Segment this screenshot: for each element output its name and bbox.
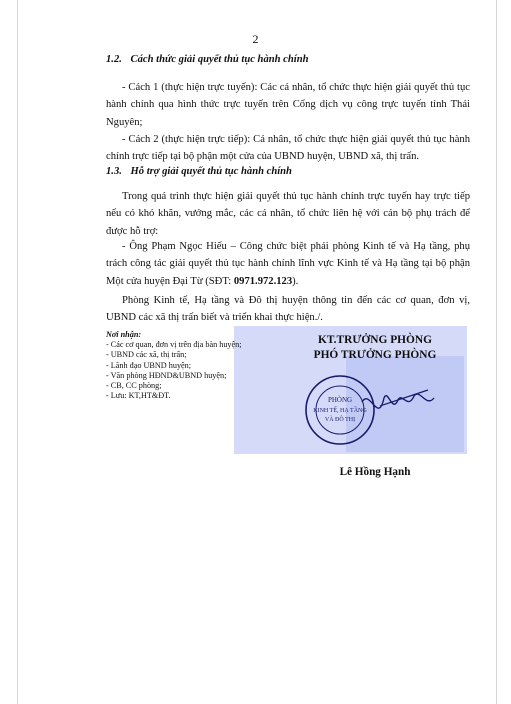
section-number: 1.2. — [106, 54, 122, 65]
paragraph: - Cách 2 (thực hiện trực tiếp): Cá nhân, tổ chức thực hiện giải quyết thủ tục hành chính trực tiếp tại bộ phận một cửa của UBND huyện, UBND xã, thị trấn. — [106, 134, 470, 163]
recipient-item: - Lưu: KT,HT&ĐT. — [106, 391, 171, 401]
recipient-item: - UBND các xã, thị trấn; — [106, 350, 187, 360]
recipient-item: - CB, CC phòng; — [106, 381, 162, 391]
paragraph: Phòng Kinh tế, Hạ tầng và Đô thị huyện thông tin đến các cơ quan, đơn vị, UBND các xã thị trấn biết và triển khai thực hiện./. — [106, 295, 470, 324]
official-seal-stamp — [300, 370, 450, 450]
section-title: Hỗ trợ giải quyết thủ tục hành chính — [130, 166, 292, 177]
section-heading-1-3 — [106, 166, 292, 177]
contact-paragraph — [106, 238, 470, 290]
svg-text:KINH TẾ, HẠ TẦNG: KINH TẾ, HẠ TẦNG — [313, 408, 367, 414]
sign-title-line2: PHÓ TRƯỞNG PHÒNG — [313, 349, 437, 361]
contact-text: - Ông Phạm Ngọc Hiếu – Công chức biệt phái phòng Kinh tế và Hạ tầng, phụ trách công tác giải quyết thủ tục hành chính lĩnh vực Kinh tế và Hạ tầng tại bộ phận Một cửa huyện Đại Từ (SĐT: — [106, 241, 470, 287]
contact-phone: 0971.972.123 — [233, 275, 293, 287]
contact-suffix: ). — [292, 275, 299, 287]
svg-text:PHÒNG: PHÒNG — [327, 396, 353, 404]
recipients-title: Nơi nhận: — [106, 330, 142, 339]
paragraph: - Cách 1 (thực hiện trực tuyến): Các cá nhân, tổ chức thực hiện giải quyết thủ tục hành chính qua hình thức trực tuyến trên Cổng dịch vụ công trực tuyến tỉnh Thái Nguyên; — [106, 82, 470, 128]
page-number: 2 — [252, 32, 259, 46]
svg-text:VÀ ĐÔ THỊ: VÀ ĐÔ THỊ — [324, 417, 356, 423]
section-heading-1-2 — [106, 54, 309, 65]
recipient-item: - Văn phòng HĐND&UBND huyện; — [106, 370, 227, 380]
recipient-item: - Các cơ quan, đơn vị trên địa bàn huyện; — [106, 340, 242, 350]
section-title: Cách thức giải quyết thủ tục hành chính — [130, 54, 309, 65]
recipient-item: - Lãnh đạo UBND huyện; — [106, 360, 192, 370]
sign-title-line1: KT.TRƯỞNG PHÒNG — [318, 334, 432, 346]
recipients-block — [106, 330, 246, 401]
paragraph: Trong quá trình thực hiện giải quyết thủ tục hành chính trực tuyến hay trực tiếp nếu có khó khăn, vướng mắc, các cá nhân, tổ chức liên hệ với cán bộ phụ trách để được hỗ trợ: — [106, 191, 470, 237]
signer-name: Lê Hồng Hạnh — [339, 466, 411, 478]
section-number: 1.3. — [106, 166, 122, 177]
